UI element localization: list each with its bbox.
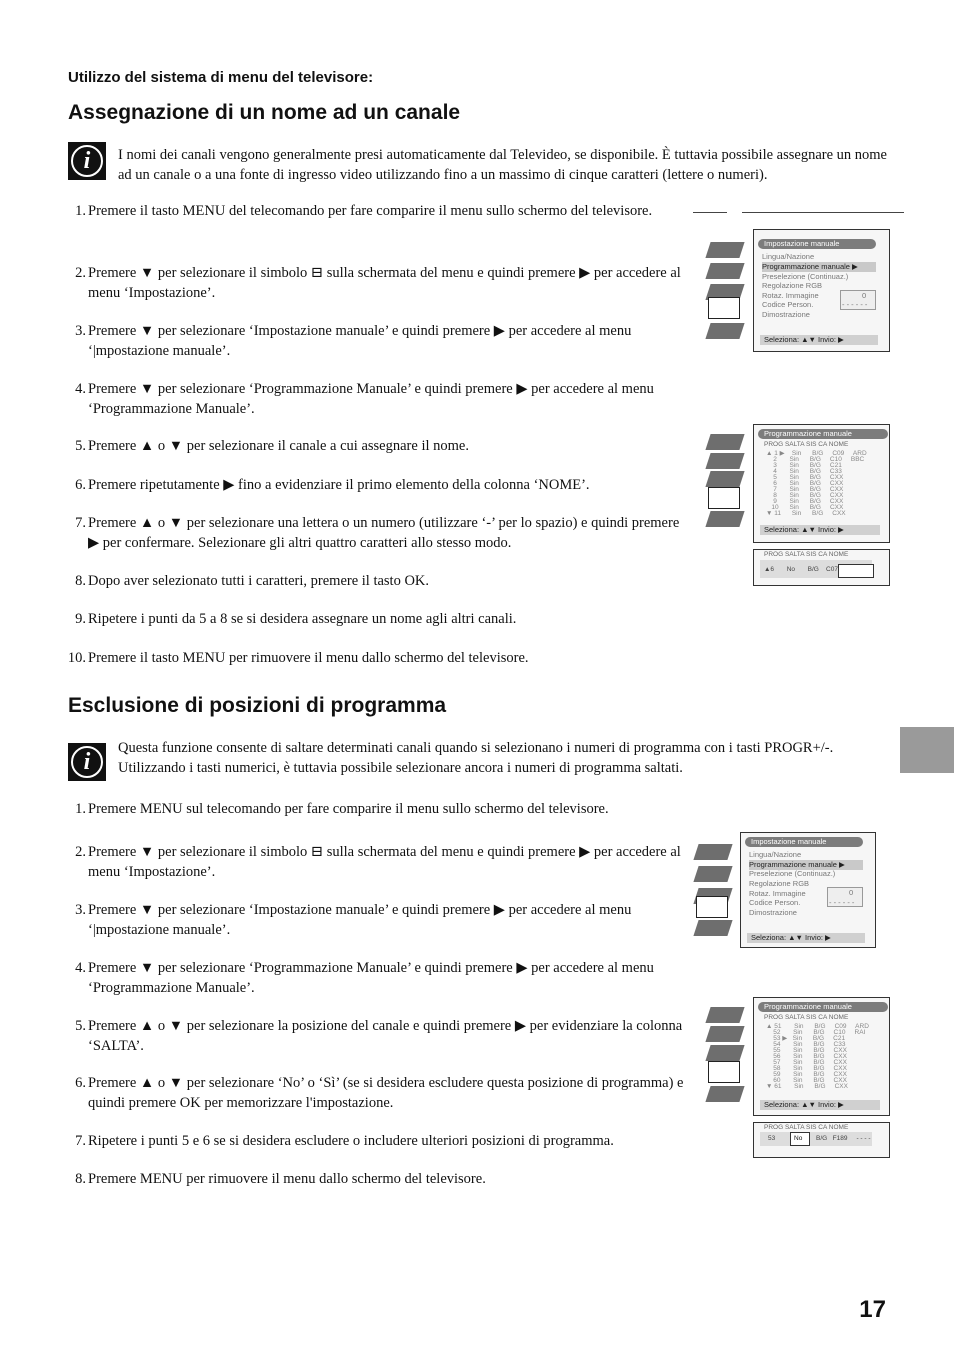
menu-item: Lingua/Nazione — [749, 850, 802, 859]
step-number: 7. — [75, 515, 86, 531]
list-item — [60, 1132, 685, 1152]
step-text: Premere ripetutamente ▶ fino a evidenziare il primo elemento della colonna ‘NOME’. — [88, 477, 590, 493]
step-number: 8. — [75, 573, 86, 589]
info-icon: i — [68, 743, 106, 781]
step-text: Premere ▼ per selezionare ‘Programmazione Manuale’ e quindi premere ▶ per accedere al menu ‘Programmazione Manuale’. — [88, 381, 654, 417]
menu-item: Dimostrazione — [762, 310, 810, 319]
edit-salta: No — [794, 1135, 803, 1142]
channel-table: ▲ 51 Sin B/G C09 ARD 52 Sin B/G C10 RAI 53 ▶ Sin B/G C21 54 Sin B/G C33 55 Sin B/G CXX 56 Sin B/G CXX 57 Sin B/G CXX 58 Sin B/G CXX 59 Sin B/G CXX 60 Sin B/G CXX ▼ 61 Sin B/G CXX — [766, 1023, 869, 1090]
setup-icon — [696, 896, 728, 918]
menu-item: Codice Person. — [749, 898, 801, 907]
edit-rest: B/G F189 - - - - — [816, 1135, 871, 1142]
list-item — [60, 649, 685, 669]
menu-footer: Seleziona: ▲▼ Invio: ▶ — [747, 933, 865, 943]
list-item — [60, 264, 685, 303]
picture-icon — [705, 242, 744, 258]
chapter-tab — [900, 727, 954, 773]
section-header: Utilizzo del sistema di menu del televisore: — [68, 69, 374, 86]
list-item — [60, 800, 685, 820]
step-text: Premere ▼ per selezionare ‘Impostazione manuale’ e quindi premere ▶ per accedere al menu ‘|mpostazione manuale’. — [88, 902, 632, 938]
step-number: 1. — [75, 203, 86, 219]
step-text: Premere ▼ per selezionare ‘Impostazione manuale’ e quindi premere ▶ per accedere al menu ‘|mpostazione manuale’. — [88, 323, 632, 359]
list-item — [60, 1170, 685, 1190]
step-number: 6. — [75, 477, 86, 493]
menu-item: Rotaz. Immagine — [749, 889, 806, 898]
step-number: 6. — [75, 1075, 86, 1091]
menu-footer: Seleziona: ▲▼ Invio: ▶ — [760, 335, 878, 345]
menu-screen — [740, 832, 876, 948]
list-item — [60, 610, 685, 630]
rotation-value: 0 — [862, 291, 867, 300]
menu-title: Programmazione manuale — [758, 429, 888, 439]
list-item — [60, 202, 685, 222]
list-item — [60, 843, 685, 882]
edit-row-screen — [753, 1122, 890, 1158]
sound-icon — [705, 453, 744, 469]
teletext-icon — [705, 323, 744, 339]
step-number: 4. — [75, 960, 86, 976]
table-header: PROG SALTA SIS CA NOME — [764, 551, 849, 558]
step-number: 3. — [75, 902, 86, 918]
list-item — [60, 572, 685, 592]
step-text: Premere il tasto MENU del telecomando per fare comparire il menu sullo schermo del televisore. — [88, 203, 653, 219]
step-number: 10. — [67, 650, 86, 666]
picture-icon — [705, 434, 744, 450]
list-item — [60, 380, 685, 419]
step-number: 8. — [75, 1171, 86, 1187]
list-item — [60, 476, 685, 496]
step-text: Ripetere i punti da 5 a 8 se si desidera assegnare un nome agli altri canali. — [88, 611, 517, 627]
edit-row-screen — [753, 549, 890, 586]
step-number: 9. — [75, 611, 86, 627]
step-text: Premere ▼ per selezionare il simbolo ⊟ sulla schermata del menu e quindi premere ▶ per accedere al menu ‘Impostazione’. — [88, 844, 681, 880]
step-text: Ripetere i punti 5 e 6 se si desidera escludere o includere ulteriori posizioni di programma. — [88, 1133, 614, 1149]
picture-icon — [705, 1007, 744, 1023]
menu-item: Regolazione RGB — [762, 281, 823, 290]
info-icon: i — [68, 142, 106, 180]
step-number: 2. — [75, 265, 86, 281]
menu-title: Programmazione manuale — [758, 1002, 888, 1012]
section2-title: Esclusione di posizioni di programma — [68, 694, 447, 717]
features-icon — [705, 1045, 744, 1061]
channel-table: ▲ 1 ▶ Sin B/G C09 ARD 2 Sin B/G C10 BBC 3 Sin B/G C21 4 Sin B/G C33 5 Sin B/G CXX 6 Sin B/G CXX 7 Sin B/G CXX 8 Sin B/G CXX 9 Sin B/G CXX 10 Sin B/G CXX ▼ 11 Sin B/G CXX — [766, 450, 867, 517]
step-text: Premere ▲ o ▼ per selezionare una lettera o un numero (utilizzare ‘-’ per lo spazio) e quindi premere ▶ per confermare. Selezionare gli altri quattro caratteri allo stesso modo. — [88, 515, 680, 551]
list-item — [60, 959, 685, 998]
section2-intro: Questa funzione consente di saltare determinati canali quando si selezionano i numeri di programma con i tasti PROGR+/-. Utilizzando i tasti numerici, è tuttavia possibile selezionare ancora i numeri di programma saltati. — [118, 740, 834, 776]
menu-screen — [753, 424, 890, 543]
menu-item: Codice Person. — [762, 300, 814, 309]
step-number: 5. — [75, 438, 86, 454]
name-cells — [838, 564, 874, 578]
setup-icon — [708, 487, 740, 509]
menu-screen — [753, 229, 890, 352]
step-text: Premere MENU sul telecomando per fare comparire il menu sullo schermo del televisore. — [88, 801, 609, 817]
menu-item: Dimostrazione — [749, 908, 797, 917]
step-text: Premere ▲ o ▼ per selezionare la posizione del canale e quindi premere ▶ per evidenziare la colonna ‘SALTA’. — [88, 1018, 683, 1054]
menu-title: Impostazione manuale — [758, 239, 876, 249]
menu-item: Regolazione RGB — [749, 879, 810, 888]
menu-footer: Seleziona: ▲▼ Invio: ▶ — [760, 1100, 880, 1110]
code-value: - - - - - - — [829, 898, 855, 907]
menu-item-selected: Programmazione manuale ▶ — [749, 860, 863, 870]
list-item — [60, 901, 685, 940]
step-number: 5. — [75, 1018, 86, 1034]
menu-screen — [753, 997, 890, 1116]
setup-icon — [708, 1061, 740, 1083]
rotation-value: 0 — [849, 888, 854, 897]
menu-item: Lingua/Nazione — [762, 252, 815, 261]
step-number: 1. — [75, 801, 86, 817]
features-icon — [705, 471, 744, 487]
menu-item-selected: Programmazione manuale ▶ — [762, 262, 876, 272]
step-number: 7. — [75, 1133, 86, 1149]
step-text: Premere MENU per rimuovere il menu dallo schermo del televisore. — [88, 1171, 486, 1187]
step-number: 2. — [75, 844, 86, 860]
teletext-icon — [693, 920, 732, 936]
step-text: Premere ▼ per selezionare ‘Programmazione Manuale’ e quindi premere ▶ per accedere al menu ‘Programmazione Manuale’. — [88, 960, 654, 996]
table-header: PROG SALTA SIS CA NOME — [764, 441, 849, 448]
step-number: 4. — [75, 381, 86, 397]
menu-item: Preselezione (Continuaz.) — [749, 869, 836, 878]
menu-item: Rotaz. Immagine — [762, 291, 819, 300]
list-item — [60, 322, 685, 361]
step-text: Premere ▲ o ▼ per selezionare il canale a cui assegnare il nome. — [88, 438, 469, 454]
step-number: 3. — [75, 323, 86, 339]
menu-title: Impostazione manuale — [745, 837, 863, 847]
sound-icon — [705, 1026, 744, 1042]
edit-prog: 53 — [768, 1135, 776, 1142]
list-item — [60, 514, 685, 553]
setup-icon — [708, 297, 740, 319]
table-header: PROG SALTA SIS CA NOME — [764, 1014, 849, 1021]
section1-title: Assegnazione di un nome ad un canale — [68, 101, 461, 124]
menu-footer: Seleziona: ▲▼ Invio: ▶ — [760, 525, 880, 535]
divider — [742, 212, 904, 213]
sound-icon — [705, 263, 744, 279]
sound-icon — [693, 866, 732, 882]
list-item — [60, 437, 685, 457]
section1-intro: I nomi dei canali vengono generalmente presi automaticamente dal Televideo, se disponibile. È tuttavia possibile assegnare un nome ad un canale o a una fonte di ingresso video utilizzando fino a un massimo di cinque caratteri (lettere o numeri). — [118, 147, 887, 183]
divider — [693, 212, 727, 213]
step-text: Dopo aver selezionato tutti i caratteri, premere il tasto OK. — [88, 573, 430, 589]
list-item — [60, 1074, 685, 1113]
step-text: Premere ▼ per selezionare il simbolo ⊟ sulla schermata del menu e quindi premere ▶ per accedere al menu ‘Impostazione’. — [88, 265, 681, 301]
edit-row: ▲6 No B/G C07 — [764, 566, 838, 573]
teletext-icon — [705, 1086, 744, 1102]
picture-icon — [693, 844, 732, 860]
code-value: - - - - - - — [842, 300, 868, 309]
teletext-icon — [705, 511, 744, 527]
step-text: Premere il tasto MENU per rimuovere il menu dallo schermo del televisore. — [88, 650, 529, 666]
list-item — [60, 1017, 685, 1056]
menu-item: Preselezione (Continuaz.) — [762, 272, 849, 281]
step-text: Premere ▲ o ▼ per selezionare ‘No’ o ‘Sì’ (se si desidera escludere questa posizione di programma) e quindi premere OK per memorizzare l'impostazione. — [88, 1075, 684, 1111]
table-header: PROG SALTA SIS CA NOME — [764, 1124, 849, 1131]
page-number: 17 — [859, 1296, 886, 1323]
